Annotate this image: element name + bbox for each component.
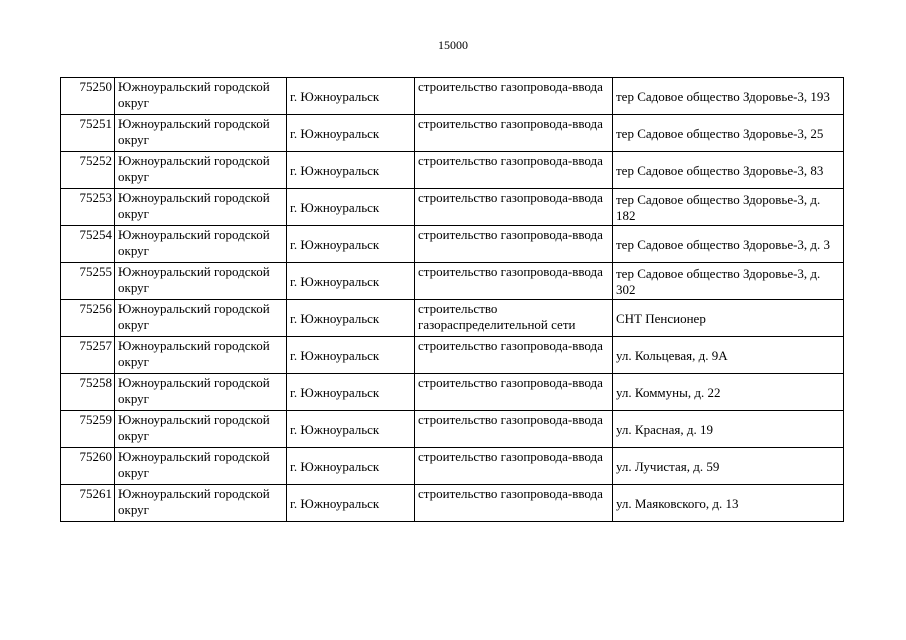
cell-id: 75250 [61,78,115,115]
cell-address: тер Садовое общество Здоровье-3, 193 [613,78,844,115]
cell-id: 75255 [61,263,115,300]
cell-city: г. Южноуральск [287,448,415,485]
cell-id: 75258 [61,374,115,411]
cell-id: 75260 [61,448,115,485]
cell-city: г. Южноуральск [287,300,415,337]
cell-district: Южноуральский городской округ [115,78,287,115]
cell-id: 75256 [61,300,115,337]
cell-district: Южноуральский городской округ [115,374,287,411]
page-number: 15000 [438,38,468,52]
cell-id: 75252 [61,152,115,189]
cell-city: г. Южноуральск [287,411,415,448]
cell-address: ул. Маяковского, д. 13 [613,485,844,522]
cell-id: 75254 [61,226,115,263]
table-row [61,411,844,448]
table-row [61,152,844,189]
cell-address: тер Садовое общество Здоровье-3, д. 3 [613,226,844,263]
cell-work: строительство газопровода-ввода [415,485,613,522]
cell-city: г. Южноуральск [287,115,415,152]
cell-address: тер Садовое общество Здоровье-3, 83 [613,152,844,189]
cell-work: строительство газораспределительной сети [415,300,613,337]
cell-city: г. Южноуральск [287,485,415,522]
cell-work: строительство газопровода-ввода [415,115,613,152]
cell-district: Южноуральский городской округ [115,485,287,522]
cell-district: Южноуральский городской округ [115,300,287,337]
cell-id: 75253 [61,189,115,226]
table-row [61,189,844,226]
table-row [61,226,844,263]
cell-district: Южноуральский городской округ [115,226,287,263]
cell-address: тер Садовое общество Здоровье-3, д. 182 [613,189,844,226]
cell-city: г. Южноуральск [287,152,415,189]
table-row [61,448,844,485]
cell-city: г. Южноуральск [287,263,415,300]
table-body [61,78,844,522]
table-row [61,374,844,411]
cell-id: 75259 [61,411,115,448]
cell-address: ул. Красная, д. 19 [613,411,844,448]
cell-work: строительство газопровода-ввода [415,448,613,485]
cell-work: строительство газопровода-ввода [415,152,613,189]
table-row [61,337,844,374]
registry-table [60,77,844,522]
cell-id: 75261 [61,485,115,522]
cell-id: 75257 [61,337,115,374]
table-row [61,78,844,115]
cell-district: Южноуральский городской округ [115,448,287,485]
cell-id: 75251 [61,115,115,152]
cell-district: Южноуральский городской округ [115,189,287,226]
cell-work: строительство газопровода-ввода [415,374,613,411]
cell-address: СНТ Пенсионер [613,300,844,337]
table-row [61,300,844,337]
cell-district: Южноуральский городской округ [115,337,287,374]
cell-work: строительство газопровода-ввода [415,337,613,374]
cell-work: строительство газопровода-ввода [415,411,613,448]
cell-district: Южноуральский городской округ [115,263,287,300]
cell-city: г. Южноуральск [287,374,415,411]
cell-address: тер Садовое общество Здоровье-3, д. 302 [613,263,844,300]
table-row [61,263,844,300]
cell-city: г. Южноуральск [287,337,415,374]
cell-address: ул. Лучистая, д. 59 [613,448,844,485]
cell-district: Южноуральский городской округ [115,411,287,448]
table-row [61,485,844,522]
cell-district: Южноуральский городской округ [115,115,287,152]
cell-address: тер Садовое общество Здоровье-3, 25 [613,115,844,152]
cell-address: ул. Кольцевая, д. 9А [613,337,844,374]
cell-district: Южноуральский городской округ [115,152,287,189]
table-row [61,115,844,152]
cell-address: ул. Коммуны, д. 22 [613,374,844,411]
cell-city: г. Южноуральск [287,78,415,115]
cell-city: г. Южноуральск [287,189,415,226]
cell-work: строительство газопровода-ввода [415,226,613,263]
cell-work: строительство газопровода-ввода [415,78,613,115]
cell-city: г. Южноуральск [287,226,415,263]
cell-work: строительство газопровода-ввода [415,189,613,226]
cell-work: строительство газопровода-ввода [415,263,613,300]
